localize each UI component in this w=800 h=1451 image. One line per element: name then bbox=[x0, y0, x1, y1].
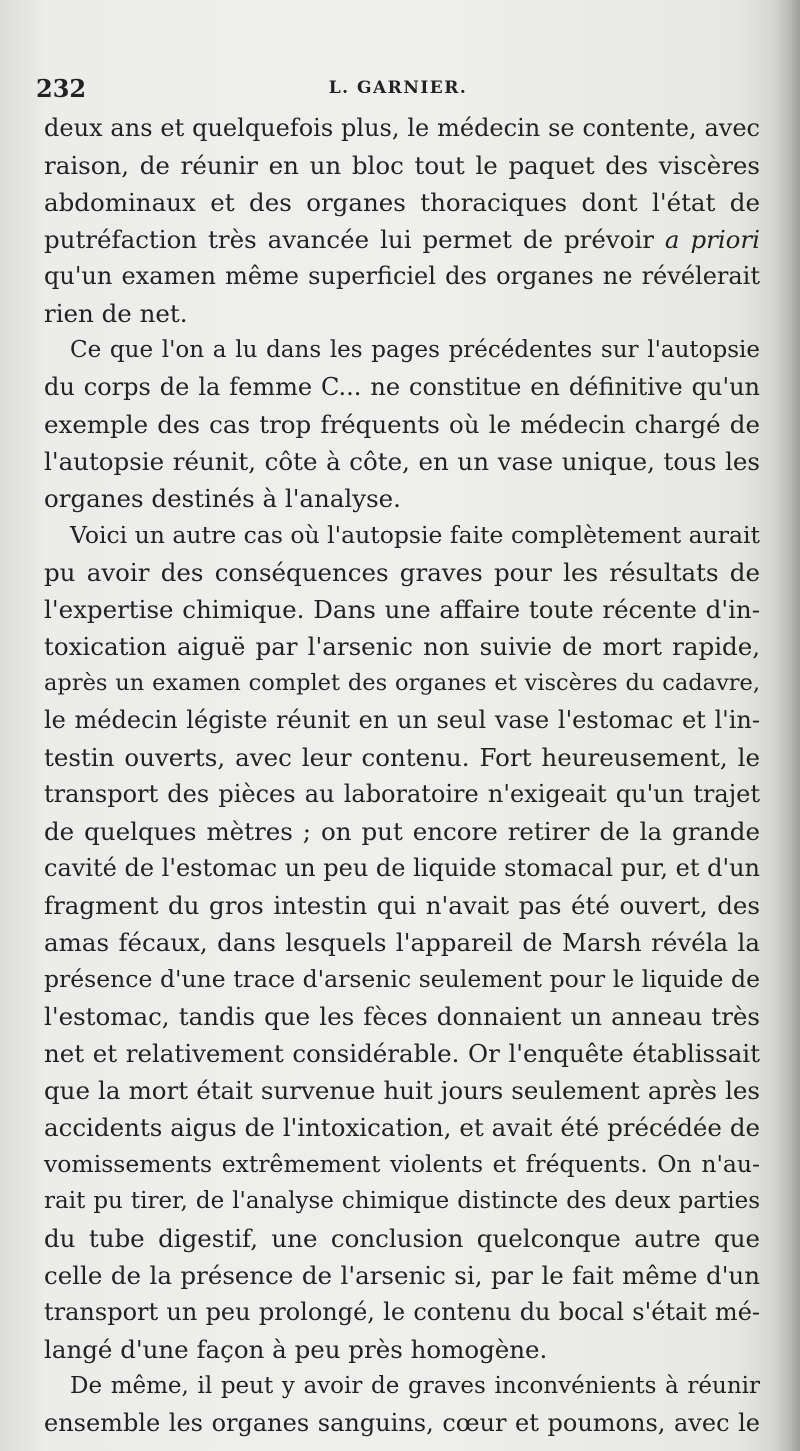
text-line: organes destinés à l'analyse. bbox=[44, 484, 401, 513]
running-title: L. GARNIER. bbox=[328, 78, 468, 98]
text-line: net et relativement considérable. Or l'enquête établissait bbox=[44, 1039, 760, 1068]
text-line: rien de net. bbox=[44, 299, 188, 328]
body-text bbox=[44, 110, 760, 1442]
text-line: après un examen complet des organes et viscères du cadavre, bbox=[44, 670, 760, 696]
text-line: vomissements extrêmement violents et fréquents. On n'au- bbox=[44, 1150, 760, 1178]
text-line: raison, de réunir en un bloc tout le paquet des viscères bbox=[44, 151, 760, 180]
text-line: de quelques mètres ; on put encore retirer de la grande bbox=[44, 817, 760, 846]
text-line: deux ans et quelquefois plus, le médecin se contente, avec bbox=[44, 114, 760, 142]
text-line: l'estomac, tandis que les fèces donnaient un anneau très bbox=[44, 1002, 760, 1031]
text-line: cavité de l'estomac un peu de liquide stomacal pur, et d'un bbox=[44, 854, 760, 882]
text-line: rait pu tirer, de l'analyse chimique distincte des deux parties bbox=[44, 1188, 760, 1214]
text-line: que la mort était survenue huit jours seulement après les bbox=[44, 1076, 760, 1105]
text-line: l'autopsie réunit, côte à côte, en un vase unique, tous les bbox=[44, 447, 760, 476]
text-line: du tube digestif, une conclusion quelconque autre que bbox=[44, 1224, 760, 1253]
text-line: fragment du gros intestin qui n'avait pas été ouvert, des bbox=[44, 891, 760, 920]
text-line: le médecin légiste réunit en un seul vase l'estomac et l'in- bbox=[44, 706, 760, 734]
paragraph-start-line: Voici un autre cas où l'autopsie faite complètement aurait bbox=[70, 521, 760, 549]
italic-phrase: a priori bbox=[664, 225, 760, 254]
page-header bbox=[36, 74, 760, 106]
text-line: celle de la présence de l'arsenic si, par le fait même d'un bbox=[44, 1261, 760, 1290]
text-line: présence d'une trace d'arsenic seulement pour le liquide de bbox=[44, 965, 760, 993]
text-line: exemple des cas trop fréquents où le médecin chargé de bbox=[44, 410, 760, 439]
text-line: testin ouverts, avec leur contenu. Fort heureusement, le bbox=[44, 743, 760, 772]
spine-shadow bbox=[774, 0, 800, 1451]
text-line: ensemble les organes sanguins, cœur et poumons, avec le bbox=[44, 1409, 760, 1437]
paragraph-start-line: De même, il peut y avoir de graves inconvénients à réunir bbox=[70, 1373, 760, 1399]
text-line: abdominaux et des organes thoraciques dont l'état de bbox=[44, 188, 760, 217]
text-line: l'expertise chimique. Dans une affaire toute récente d'in- bbox=[44, 595, 760, 624]
text-line: amas fécaux, dans lesquels l'appareil de Marsh révéla la bbox=[44, 928, 760, 957]
page-number: 232 bbox=[36, 74, 87, 103]
text-line: qu'un examen même superficiel des organes ne révélerait bbox=[44, 262, 760, 290]
text-line: langé d'une façon à peu près homogène. bbox=[44, 1335, 548, 1364]
paragraph-start-line: Ce que l'on a lu dans les pages précédentes sur l'autopsie bbox=[70, 337, 760, 363]
text-line: transport un peu prolongé, le contenu du bocal s'était mé- bbox=[44, 1298, 760, 1326]
text-line: toxication aiguë par l'arsenic non suivie de mort rapide, bbox=[44, 632, 760, 661]
text-line: accidents aigus de l'intoxication, et avait été précédée de bbox=[44, 1113, 760, 1142]
text-line: transport des pièces au laboratoire n'exigeait qu'un trajet bbox=[44, 780, 760, 808]
text-line: du corps de la femme C... ne constitue en définitive qu'un bbox=[44, 373, 760, 401]
text-line: putréfaction très avancée lui permet de prévoir a priori bbox=[44, 225, 760, 254]
text-line: pu avoir des conséquences graves pour les résultats de bbox=[44, 558, 760, 587]
